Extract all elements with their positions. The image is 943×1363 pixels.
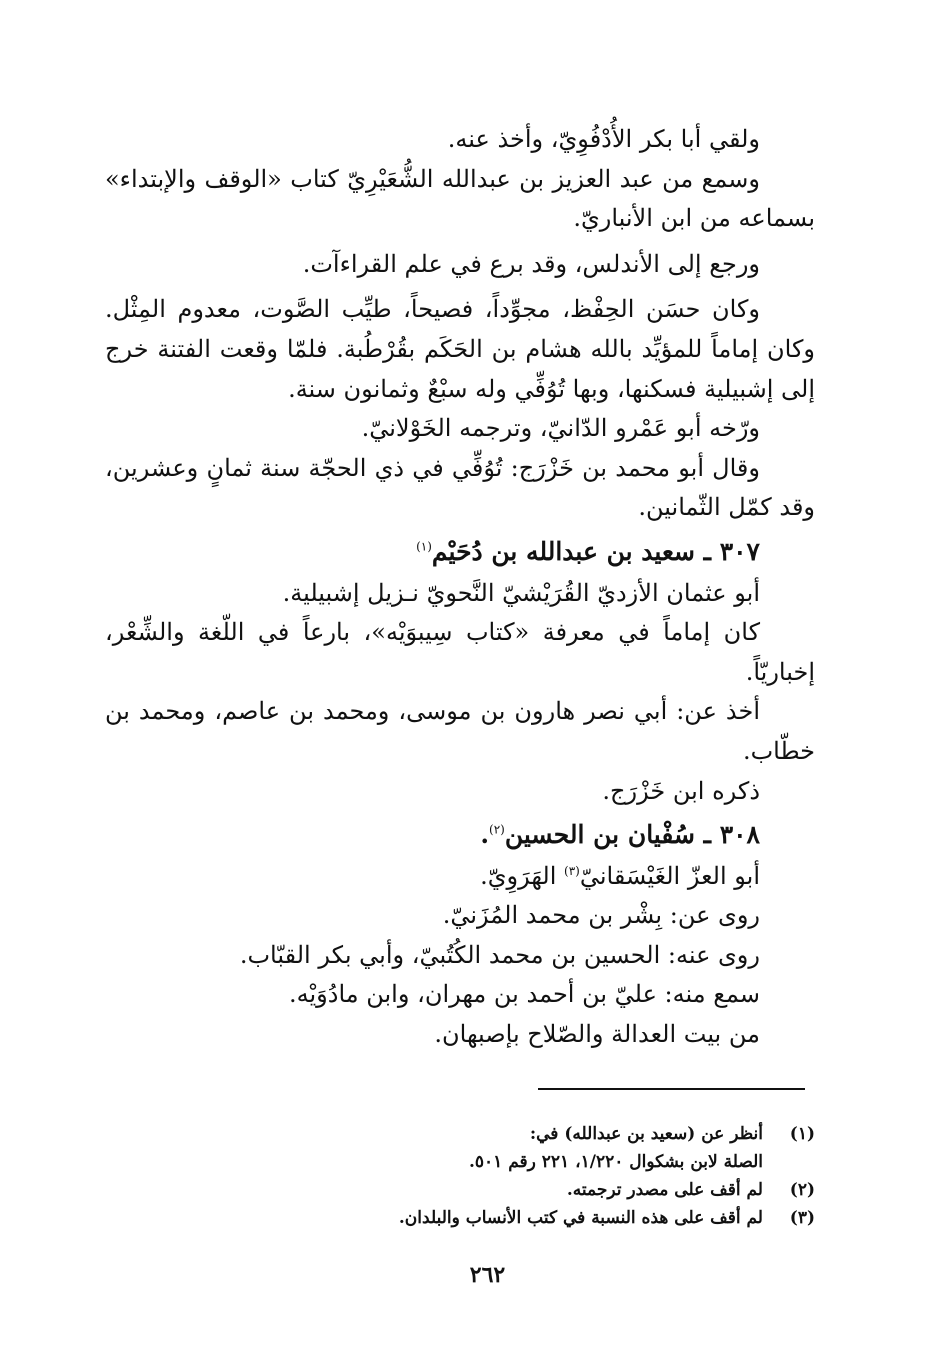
entry-307-heading bbox=[105, 532, 815, 572]
paragraph-5: ورّخه أبو عَمْرو الدّانيّ، وترجمه الخَوْلانيّ. bbox=[361, 414, 760, 443]
paragraph-2: وسمع من عبد العزيز بن عبدالله الشُّعَيْرِيّ كتاب «الوقف والإبتداء» بسماعه من ابن الأنباريّ. bbox=[105, 164, 815, 233]
entry-308-line-1b: الهَرَوِيّ. bbox=[480, 861, 565, 890]
footnote-2-line-1: لم أقف على مصدر ترجمته. bbox=[566, 1180, 763, 1200]
entry-308-line-4: سمع منه: عليّ بن أحمد بن مهران، وابن مادُوَيْه. bbox=[288, 980, 760, 1009]
footnote-3-number: (٣) bbox=[789, 1208, 815, 1228]
entry-307-name: سعيد بن عبدالله بن دُحَيْم bbox=[431, 536, 695, 566]
footnote-ref-1: (١) bbox=[416, 539, 432, 554]
footnotes bbox=[105, 1120, 815, 1232]
footnote-3 bbox=[105, 1204, 815, 1232]
footnote-1 bbox=[105, 1120, 815, 1176]
entry-308-heading-end: . bbox=[480, 820, 490, 850]
entry-308-line-1 bbox=[105, 857, 815, 897]
entry-308-line-1a: أبو العزّ الغَيْسَقانيّ bbox=[579, 861, 760, 890]
footnote-2 bbox=[105, 1176, 815, 1204]
footnote-ref-2: (٢) bbox=[489, 822, 505, 837]
footnote-1-line-2: الصلة لابن بشكوال ١/٢٢٠، ٢٢١ رقم ٥٠١. bbox=[468, 1152, 763, 1172]
paragraph-6: وقال أبو محمد بن خَزْرَج: تُوُفِّي في ذي الحجّة سنة ثمانٍ وعشرين، وقد كمّل الثّمانين. bbox=[105, 453, 815, 522]
entry-308-line-3: روى عنه: الحسين بن محمد الكُتُبيّ، وأبي بكر القبّاب. bbox=[239, 940, 760, 969]
footnote-3-line-1: لم أقف على هذه النسبة في كتب الأنساب والبلدان. bbox=[398, 1208, 763, 1228]
entry-308-heading bbox=[105, 815, 815, 855]
entry-307-number: ٣٠٧ ـ bbox=[703, 536, 760, 566]
paragraph-4: وكان حسَن الحِفْظ، مجوِّداً، فصيحاً، طيِّب الصَّوت، معدوم المِثْل. وكان إماماً للمؤيِّد بالله هشام بن الحَكَم بقُرْطُبة. فلمّا وقعت الفتنة خرج إلى إشبيلية فسكنها، وبها تُوُفِّي وله سبْعٌ وثمانون سنة. bbox=[105, 295, 815, 403]
footnote-ref-3: (٣) bbox=[564, 863, 580, 878]
entry-308-line-5: من بيت العدالة والصّلاح بإصبهان. bbox=[434, 1020, 760, 1049]
entry-307-line-1: أبو عثمان الأزديّ القُرَيْشيّ النَّحويّ نـزيل إشبيلية. bbox=[282, 578, 760, 607]
paragraph-3: ورجع إلى الأندلس، وقد برع في علم القراءآت. bbox=[302, 249, 760, 278]
entry-308-name: سُفْيان بن الحسين bbox=[504, 820, 695, 850]
footnote-2-number: (٢) bbox=[789, 1180, 815, 1200]
entry-307-line-3: أخذ عن: أبي نصر هارون بن موسى، ومحمد بن عاصم، ومحمد بن خطّاب. bbox=[105, 697, 815, 765]
paragraph-1: ولقي أبا بكر الأُدْفُوِيّ، وأخذ عنه. bbox=[447, 125, 760, 153]
entry-308-line-2: روى عن: بِشْر بن محمد المُزَنيّ. bbox=[442, 901, 760, 930]
entry-307-line-4: ذكره ابن خَزْرَج. bbox=[602, 776, 760, 805]
entry-308-number: ٣٠٨ ـ bbox=[703, 820, 760, 850]
main-text bbox=[105, 120, 815, 1055]
footnote-1-number: (١) bbox=[789, 1124, 815, 1144]
footnote-1-body bbox=[105, 1120, 763, 1176]
page-number: ٢٦٢ bbox=[469, 1262, 506, 1288]
entry-307-line-2: كان إماماً في معرفة «كتاب سِيبوَيْه»، بارعاً في اللّغة والشِّعْر، إخباريّاً. bbox=[105, 618, 815, 686]
footnote-divider bbox=[538, 1088, 805, 1090]
footnote-1-line-1: أنظر عن (سعيد بن عبدالله) في: bbox=[529, 1124, 763, 1144]
